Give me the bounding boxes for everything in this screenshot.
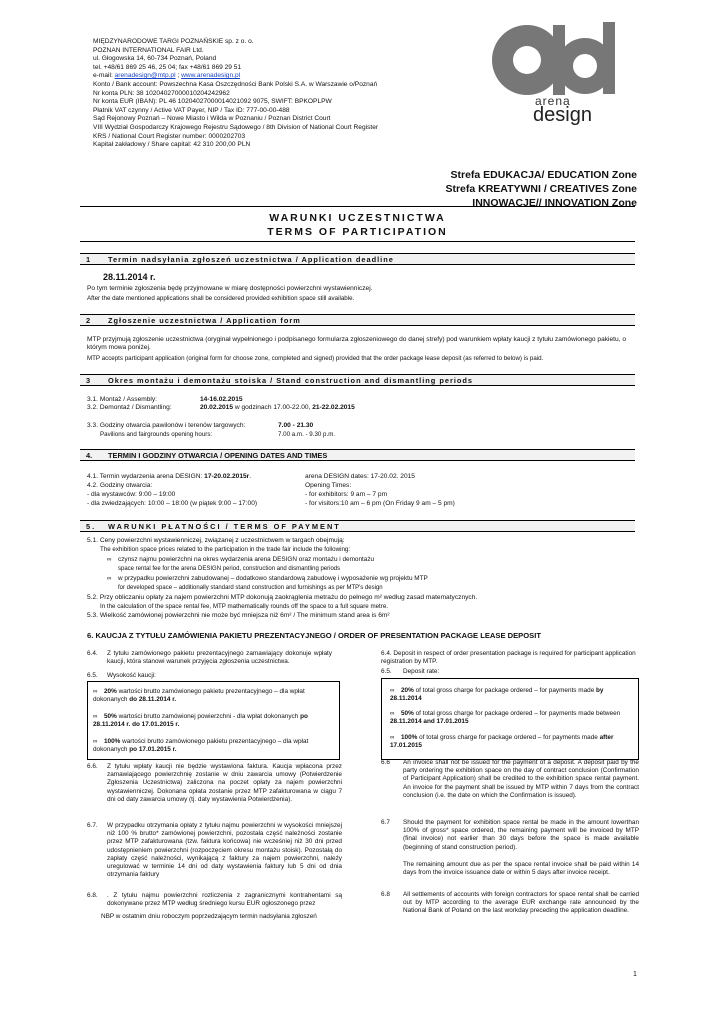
right-6-6: An invoice shall not be issued for the payment of a deposit. A deposit paid by the party ordering the exhibition space on the day of contract conclusion (Confirmation of Participant Application) shall be credited to the exhibition space rental payment. An invoice for the payment shall be issued by MTP within 7 days from the contract conclusion (i.e. the date on which the Confirmation is issued). (403, 759, 639, 799)
right-deposit-rates-box (381, 678, 639, 760)
website-link[interactable]: www.arenadesign.pl (181, 72, 241, 80)
company-line: Kapitał zakładowy / Share capital: 42 310 200,00 PLN (93, 141, 251, 149)
zone-education: Strefa EDUKACJA/ EDUCATION Zone (450, 169, 637, 181)
assembly-label: 3.1. Montaż / Assembly: (87, 396, 157, 403)
infinity-bullet-icon: ∞ (107, 575, 112, 582)
right-rate-100: ∞ 100% of total gross charge for package ordered – for payments made after 17.01.2015 (390, 734, 614, 750)
left-deposit-rates-box (87, 681, 340, 760)
event-dates-pl: 4.1. Termin wydarzenia arena DESIGN: 17-20.02.2015r. (87, 473, 252, 480)
right-6-7-cont: The remaining amount due as per the space rental invoice shall be paid within 14 days from the invoice issuance date or within 5 days after invoice receipt. (403, 861, 639, 877)
section-number: 1 (86, 255, 92, 264)
section-title: Termin nadsyłania zgłoszeń uczestnictwa / Application deadline (108, 255, 394, 264)
infinity-bullet-icon: ∞ (93, 713, 98, 720)
zones-list (445, 168, 637, 210)
infinity-bullet-icon: ∞ (93, 688, 98, 695)
company-line: POZNAN INTERNATIONAL FAIR Ltd. (93, 46, 204, 54)
company-line: tel. +48/61 869 25 46, 25 04; fax +48/61 869 29 51 (93, 63, 242, 71)
assembly-dates: 14-16.02.2015 (200, 396, 243, 403)
s5-3: 5.3. Wielkość zamówionej powierzchni nie może być mniejsza niż 6m² / The minimum stand area is 6m² (87, 612, 390, 619)
opening-hours-label-en: Pavilions and fairgrounds opening hours: (100, 431, 213, 438)
s5-1-en: The exhibition space prices related to the participation in the trade fair include the following: (100, 546, 351, 553)
opening-times-en: Opening Times: (305, 482, 352, 489)
section-3-header (80, 374, 635, 386)
item-number: 6.6. (87, 763, 98, 770)
item-number: 6.8 (381, 891, 390, 898)
visitors-hours-pl: - dla zwiedzających: 10:00 – 18:00 (w piątek 9:00 – 17:00) (87, 500, 258, 507)
company-line: Nr konta PLN: 38 10204027000010204242962 (93, 89, 230, 97)
section-number: 4. (86, 451, 93, 460)
infinity-bullet-icon: ∞ (390, 734, 395, 741)
infinity-bullet-icon: ∞ (93, 738, 98, 745)
s5-bullet-1: ∞ czynsz najmu powierzchni na okres wydarzenia arena DESIGN oraz montażu i demontażu (107, 556, 375, 563)
left-6-7: W przypadku otrzymania opłaty z tytułu najmu powierzchni w wysokości mniejszej niż 100 % brutto* zamówionej powierzchni, pozostała część należności zostanie przez MTP zafakturowana (tzw. faktura końcowa) nie wcześniej niż 30 dni przed udostępnieniem powierzchni (rozpoczęciem okresu montażu stoisk). Pozostałą do zapłaty część należności, wynikającą z faktury za najem powierzchni, należy uregulować w terminie 14 dni od daty wystawienia faktury lub 5 dni od dnia otrzymania faktury (107, 822, 342, 879)
left-6-6: Z tytułu wpłaty kaucji nie będzie wystawiona faktura. Kaucja wpłacona przez zamawiającego powierzchnię zostanie w dniu zawarcia umowy (Potwierdzenie Zgłoszenia Uczestnictwa) zaliczona na poczet opłaty za najem powierzchni wystawienniczej. Dokonana opłata zostanie przez MTP zafakturowana w ciągu 7 dni od daty zawarcia umowy (tj. daty wystawienia Potwierdzenia). (107, 763, 342, 803)
s5-2-pl: 5.2. Przy obliczaniu opłaty za najem powierzchni MTP dokonują zaokrąglenia metrażu do pełnego m² według zasad matematycznych. (87, 594, 478, 601)
company-line: KRS / National Court Register number: 0000202703 (93, 132, 246, 140)
logo-mark-icon (487, 20, 627, 148)
section-number: 2 (86, 316, 92, 325)
company-line: Konto / Bank account: Powszechna Kasa Oszczędności Bank Polski S.A. w Warszawie o/Poznań (93, 80, 378, 88)
s1-text-pl: Po tym terminie zgłoszenia będę przyjmowane w miarę dostępności powierzchni wystawienniczej. (87, 285, 373, 292)
left-6-8-cont: NBP w ostatnim dniu roboczym poprzedzającym termin nadsyłania zgłoszeń (101, 913, 317, 920)
left-rate-100: ∞ 100% wartości brutto zamówionego pakietu prezentacyjnego – dla wpłat dokonanych po 17.01.2015 r. (93, 738, 309, 754)
item-number: 6.8. (87, 892, 98, 899)
left-rate-20: ∞ 20% wartości brutto zamówionego pakietu prezentacyjnego – dla wpłat dokonanych do 28.11.2014 r. (93, 688, 305, 704)
s5-bullet-1-en: space rental fee for the arena DESIGN period, construction and dismantling periods (118, 566, 341, 572)
infinity-bullet-icon: ∞ (390, 687, 395, 694)
page-number: 1 (633, 971, 637, 978)
section-6-header: 6. KAUCJA Z TYTUŁU ZAMÓWIENIA PAKIETU PREZENTACYJNEGO / ORDER OF PRESENTATION PACKAGE LEASE DEPOSIT (87, 631, 541, 640)
left-rate-50: ∞ 50% wartości brutto zamówionej powierzchni - dla wpłat dokonanych po 28.11.2014 r. do 17.01.2015 r. (93, 713, 308, 729)
section-2-header (80, 314, 635, 326)
application-deadline: 28.11.2014 r. (103, 272, 156, 282)
s5-bullet-2: ∞ w przypadku powierzchni zabudowanej – dodatkowo standardową zabudowę i wyposażenie wg projektu MTP (107, 575, 428, 582)
item-number: 6.7 (381, 819, 390, 826)
title-pl: WARUNKI UCZESTNICTWA (269, 212, 446, 224)
right-rate-50: ∞ 50% of total gross charge for package ordered – for payments made between 28.11.2014 and 17.01.2015 (390, 710, 621, 726)
section-1-header (80, 253, 635, 265)
section-title: TERMIN I GODZINY OTWARCIA / OPENING DATES AND TIMES (108, 451, 328, 460)
zone-creatives: Strefa KREATYWNI / CREATIVES Zone (445, 183, 637, 195)
item-number: 6.7. (87, 822, 98, 829)
left-6-8: . Z tytułu najmu powierzchni rozliczenia z zagranicznymi kontrahentami są dokonywane przez MTP według średniego kursu EUR ogłoszonego przez (107, 892, 342, 908)
event-dates-en: arena DESIGN dates: 17-20.02. 2015 (305, 473, 415, 480)
visitors-hours-en: - for visitors:10 am – 6 pm (On Friday 9 am – 5 pm) (305, 500, 455, 507)
section-number: 3 (86, 376, 92, 385)
item-number: 6.5. (381, 668, 392, 675)
opening-times-pl: 4.2. Godziny otwarcia: (87, 482, 153, 489)
right-6-8: All settlements of accounts with foreign contractors for space rental shall be carried out by MTP according to the average EUR exchange rate announced by the National Bank of Poland on the last workday preceding the application deadline. (403, 891, 639, 915)
item-number: 6.4. (87, 650, 98, 657)
s2-text-en: MTP accepts participant application (original form for choose zone, completed and signed) provided that the order package lease deposit (as referred to below) is paid. (87, 355, 544, 362)
left-6-4: Z tytułu zamówionego pakietu prezentacyjnego zamawiający dokonuje wpłaty kaucji, która stanowi warunek przyjęcia zgłoszenia uczestnictwa. (107, 650, 332, 666)
section-title: Zgłoszenie uczestnictwa / Application form (108, 316, 301, 325)
exhibitors-hours-en: - for exhibitors: 9 am – 7 pm (305, 491, 388, 498)
s5-2-en: In the calculation of the space rental fee, MTP mathematically rounds off the space to a full square metre. (100, 603, 388, 610)
section-4-header (80, 449, 635, 461)
right-6-5: Deposit rate: (403, 668, 440, 675)
s5-1-pl: 5.1. Ceny powierzchni wystawienniczej, związanej z uczestnictwem w targach obejmują: (87, 537, 345, 544)
contact-line: e-mail: arenadesign@mtp.pl ; www.arenadesign.pl (93, 72, 241, 80)
arena-design-logo (487, 20, 627, 148)
right-rate-20: ∞ 20% of total gross charge for package ordered – for payments made by 28.11.2014 (390, 687, 604, 703)
item-number: 6.5. (87, 672, 98, 679)
infinity-bullet-icon: ∞ (107, 556, 112, 563)
company-info (93, 38, 453, 150)
zone-innovation: INNOWACJE// INNOVATION Zone (472, 197, 637, 209)
company-line: MIĘDZYNARODOWE TARGI POZNAŃSKIE sp. z o. o. (93, 38, 254, 45)
logo-text-design: design (533, 104, 592, 126)
email-link[interactable]: arenadesign@mtp.pl (114, 72, 176, 80)
exhibitors-hours-pl: - dla wystawców: 9:00 – 19:00 (87, 491, 176, 498)
opening-hours-value: 7.00 - 21.30 (278, 422, 314, 429)
right-6-7: Should the payment for exhibition space rental be made in the amount lowerthan 100% of gross* space ordered, the remaining payment will be invoiced by MTP (final invoice) not earlier than 30 days before the space is made available (beginning of stand construction period). (403, 819, 639, 851)
company-line: VIII Wydział Gospodarczy Krajowego Rejestru Sądowego / 8th Division of National Court Register (93, 123, 379, 131)
dismantling-dates: 20.02.2015 w godzinach 17.00-22.00, 21-22.02.2015 (200, 404, 355, 411)
company-line: Płatnik VAT czynny / Active VAT Payer, NIP / Tax ID: 777-00-00-488 (93, 106, 290, 114)
s1-text-en: After the date mentioned applications shall be considered provided exhibition space still available. (87, 295, 355, 302)
left-6-5: Wysokość kaucji: (107, 672, 156, 679)
company-line: Nr konta EUR (IBAN): PL 46 10204027000014021092 9075, SWIFT: BPKOPLPW (93, 98, 332, 106)
title-en: TERMS OF PARTICIPATION (267, 226, 448, 238)
opening-hours-value-en: 7.00 a.m. - 9.30 p.m. (278, 431, 336, 438)
section-number: 5. (86, 522, 97, 531)
logo-text-arena: arena (535, 94, 571, 108)
infinity-bullet-icon: ∞ (390, 710, 395, 717)
s2-text-pl: MTP przyjmują zgłoszenie uczestnictwa (oryginał wypełnionego i podpisanego formularza zgłoszeniowego do danej strefy) pod warunkiem wpłaty kaucji z tytułu zamówionego pakietu, o którym mowa poniżej. (87, 336, 627, 352)
section-title: WARUNKI PŁATNOŚCI / TERMS OF PAYMENT (108, 522, 341, 531)
company-line: ul. Głogowska 14, 60-734 Poznań, Poland (93, 55, 217, 63)
company-line: Sąd Rejonowy Poznań – Nowe Miasto i Wilda w Poznaniu / Poznan District Court (93, 115, 331, 123)
document-title (80, 206, 635, 242)
section-title: Okres montażu i demontażu stoiska / Stand construction and dismantling periods (108, 376, 474, 385)
item-number: 6.6 (381, 759, 390, 766)
dismantling-label: 3.2. Demontaż / Dismantling: (87, 404, 172, 411)
right-6-4: 6.4. Deposit in respect of order presentation package is required for participant application registration by MTP. (381, 650, 636, 666)
opening-hours-label: 3.3. Godziny otwarcia pawilonów i terenów targowych: (87, 422, 246, 429)
s5-bullet-2-en: for developed space – additionally standard stand construction and furnishings as per MTP's design (118, 585, 383, 591)
section-5-header (80, 520, 635, 532)
